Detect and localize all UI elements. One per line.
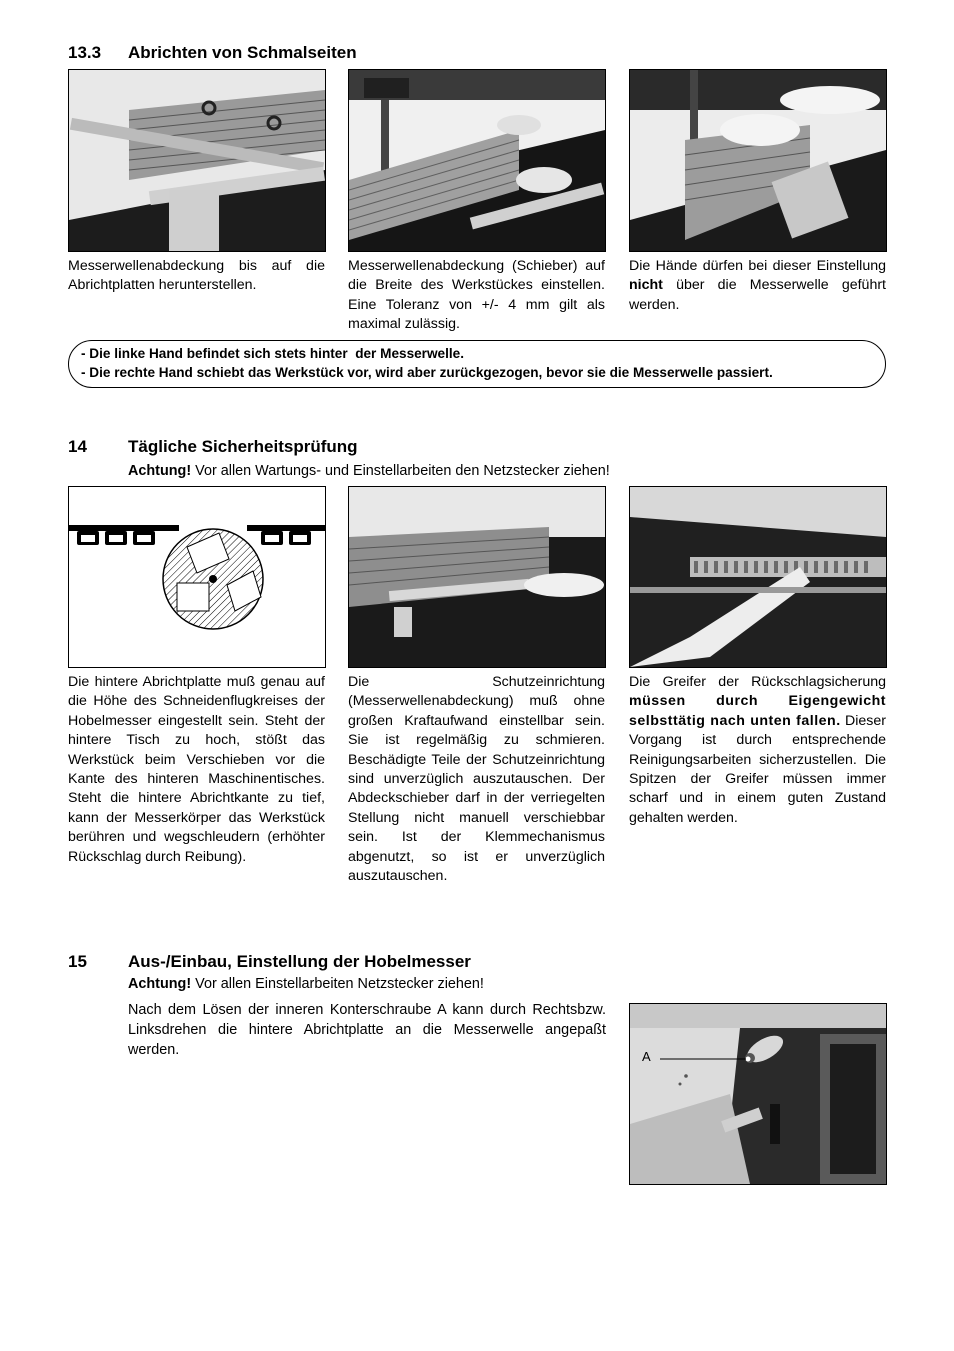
caption-14-1: Die hintere Abrichtplatte muß genau auf die Höhe des Schneidenflugkreises der Hobelmesser eingestellt sein. Steht der hintere Tisch zu hoch, stößt das Werkstück beim Verschieben vor die Kante des hinteren Maschinentisches. Steht die hintere Abrichtkante zu tief, kann der Messerkörper das Werkstück berühren und wegschleudern (erhöhter Rückschlag durch Reibung). [68, 674, 325, 865]
section-14-warning [128, 463, 610, 479]
callout-label-a: A [642, 1049, 651, 1064]
photo-guard-slider-width [348, 69, 606, 252]
caption-text: Die Hände dürfen bei dieser Einstellung [629, 258, 886, 274]
safety-note-box [68, 340, 886, 388]
diagram-cutter-block-tables [68, 486, 326, 668]
caption-bold: müssen durch Eigengewicht selbsttätig nach unten fallen. [629, 693, 886, 729]
section-title: Tägliche Sicherheitsprüfung [128, 437, 358, 456]
caption-13-3-3 [629, 257, 886, 315]
caption-13-3-2: Messerwellenabdeckung (Schieber) auf die Breite des Werkstückes einstellen. Eine Toleranz von +/- 4 mm gilt als maximal zulässig. [348, 258, 605, 333]
caption-13-3-1: Messerwellenabdeckung bis auf die Abrichtplatten herunterstellen. [68, 258, 325, 294]
caption-bold: nicht [629, 277, 663, 294]
caption-text: Die Greifer der Rückschlagsicherung [629, 674, 886, 690]
section-number: 15 [68, 952, 87, 971]
section-15-warning [128, 976, 484, 992]
section-number: 14 [68, 437, 87, 456]
section-title: Abrichten von Schmalseiten [128, 43, 357, 62]
caption-14-2: Die Schutzeinrichtung (Messerwellenabdeckung) muß ohne großen Kraftaufwand einstellbar sein. Sie ist regelmäßig zu schmieren. Beschädigte Teile der Schutzeinrichtung sind unverzüglich auszutauschen. Der Abdeckschieber darf in der verriegelten Stellung nicht manuell verschiebbar sein. Ist der Klemmechanismus abgenutzt, so ist er unverzüglich auszutauschen. [348, 674, 605, 885]
photo-lock-screw-a [629, 1003, 887, 1185]
photo-kickback-grippers [629, 486, 887, 668]
section-15-heading [68, 952, 471, 972]
caption-text: über die Messerwelle geführt werden. [629, 277, 886, 313]
warning-label: Achtung! [128, 976, 192, 992]
photo-guard-adjustment [348, 486, 606, 668]
caption-text: Dieser Vorgang ist durch entsprechende Reinigungsarbeiten sicherzustellen. Die Spitzen der Greifer müssen immer scharf und in einem guten Zustand gehalten werden. [629, 712, 886, 826]
section-15-body: Nach dem Lösen der inneren Konterschraube A kann durch Rechtsbzw. Linksdrehen die hintere Abrichtplatte an die Messerwelle angepaßt werden. [128, 1002, 606, 1058]
warning-label: Achtung! [128, 463, 192, 479]
photo-hands-not-over-cutter [629, 69, 887, 252]
section-13-3-heading [68, 43, 357, 63]
photo-fence-lowered-guard [68, 69, 326, 252]
note-line-2: - Die rechte Hand schiebt das Werkstück vor, wird aber zurückgezogen, bevor sie die Messerwelle passiert. [81, 365, 773, 380]
section-14-heading [68, 437, 358, 457]
note-line-1: - Die linke Hand befindet sich stets hinter der Messerwelle. [81, 346, 465, 361]
section-title: Aus-/Einbau, Einstellung der Hobelmesser [128, 952, 471, 971]
section-number: 13.3 [68, 43, 102, 62]
caption-14-3 [629, 673, 886, 828]
warning-text: Vor allen Einstellarbeiten Netzstecker ziehen! [191, 976, 484, 992]
warning-text: Vor allen Wartungs- und Einstellarbeiten den Netzstecker ziehen! [191, 463, 610, 479]
